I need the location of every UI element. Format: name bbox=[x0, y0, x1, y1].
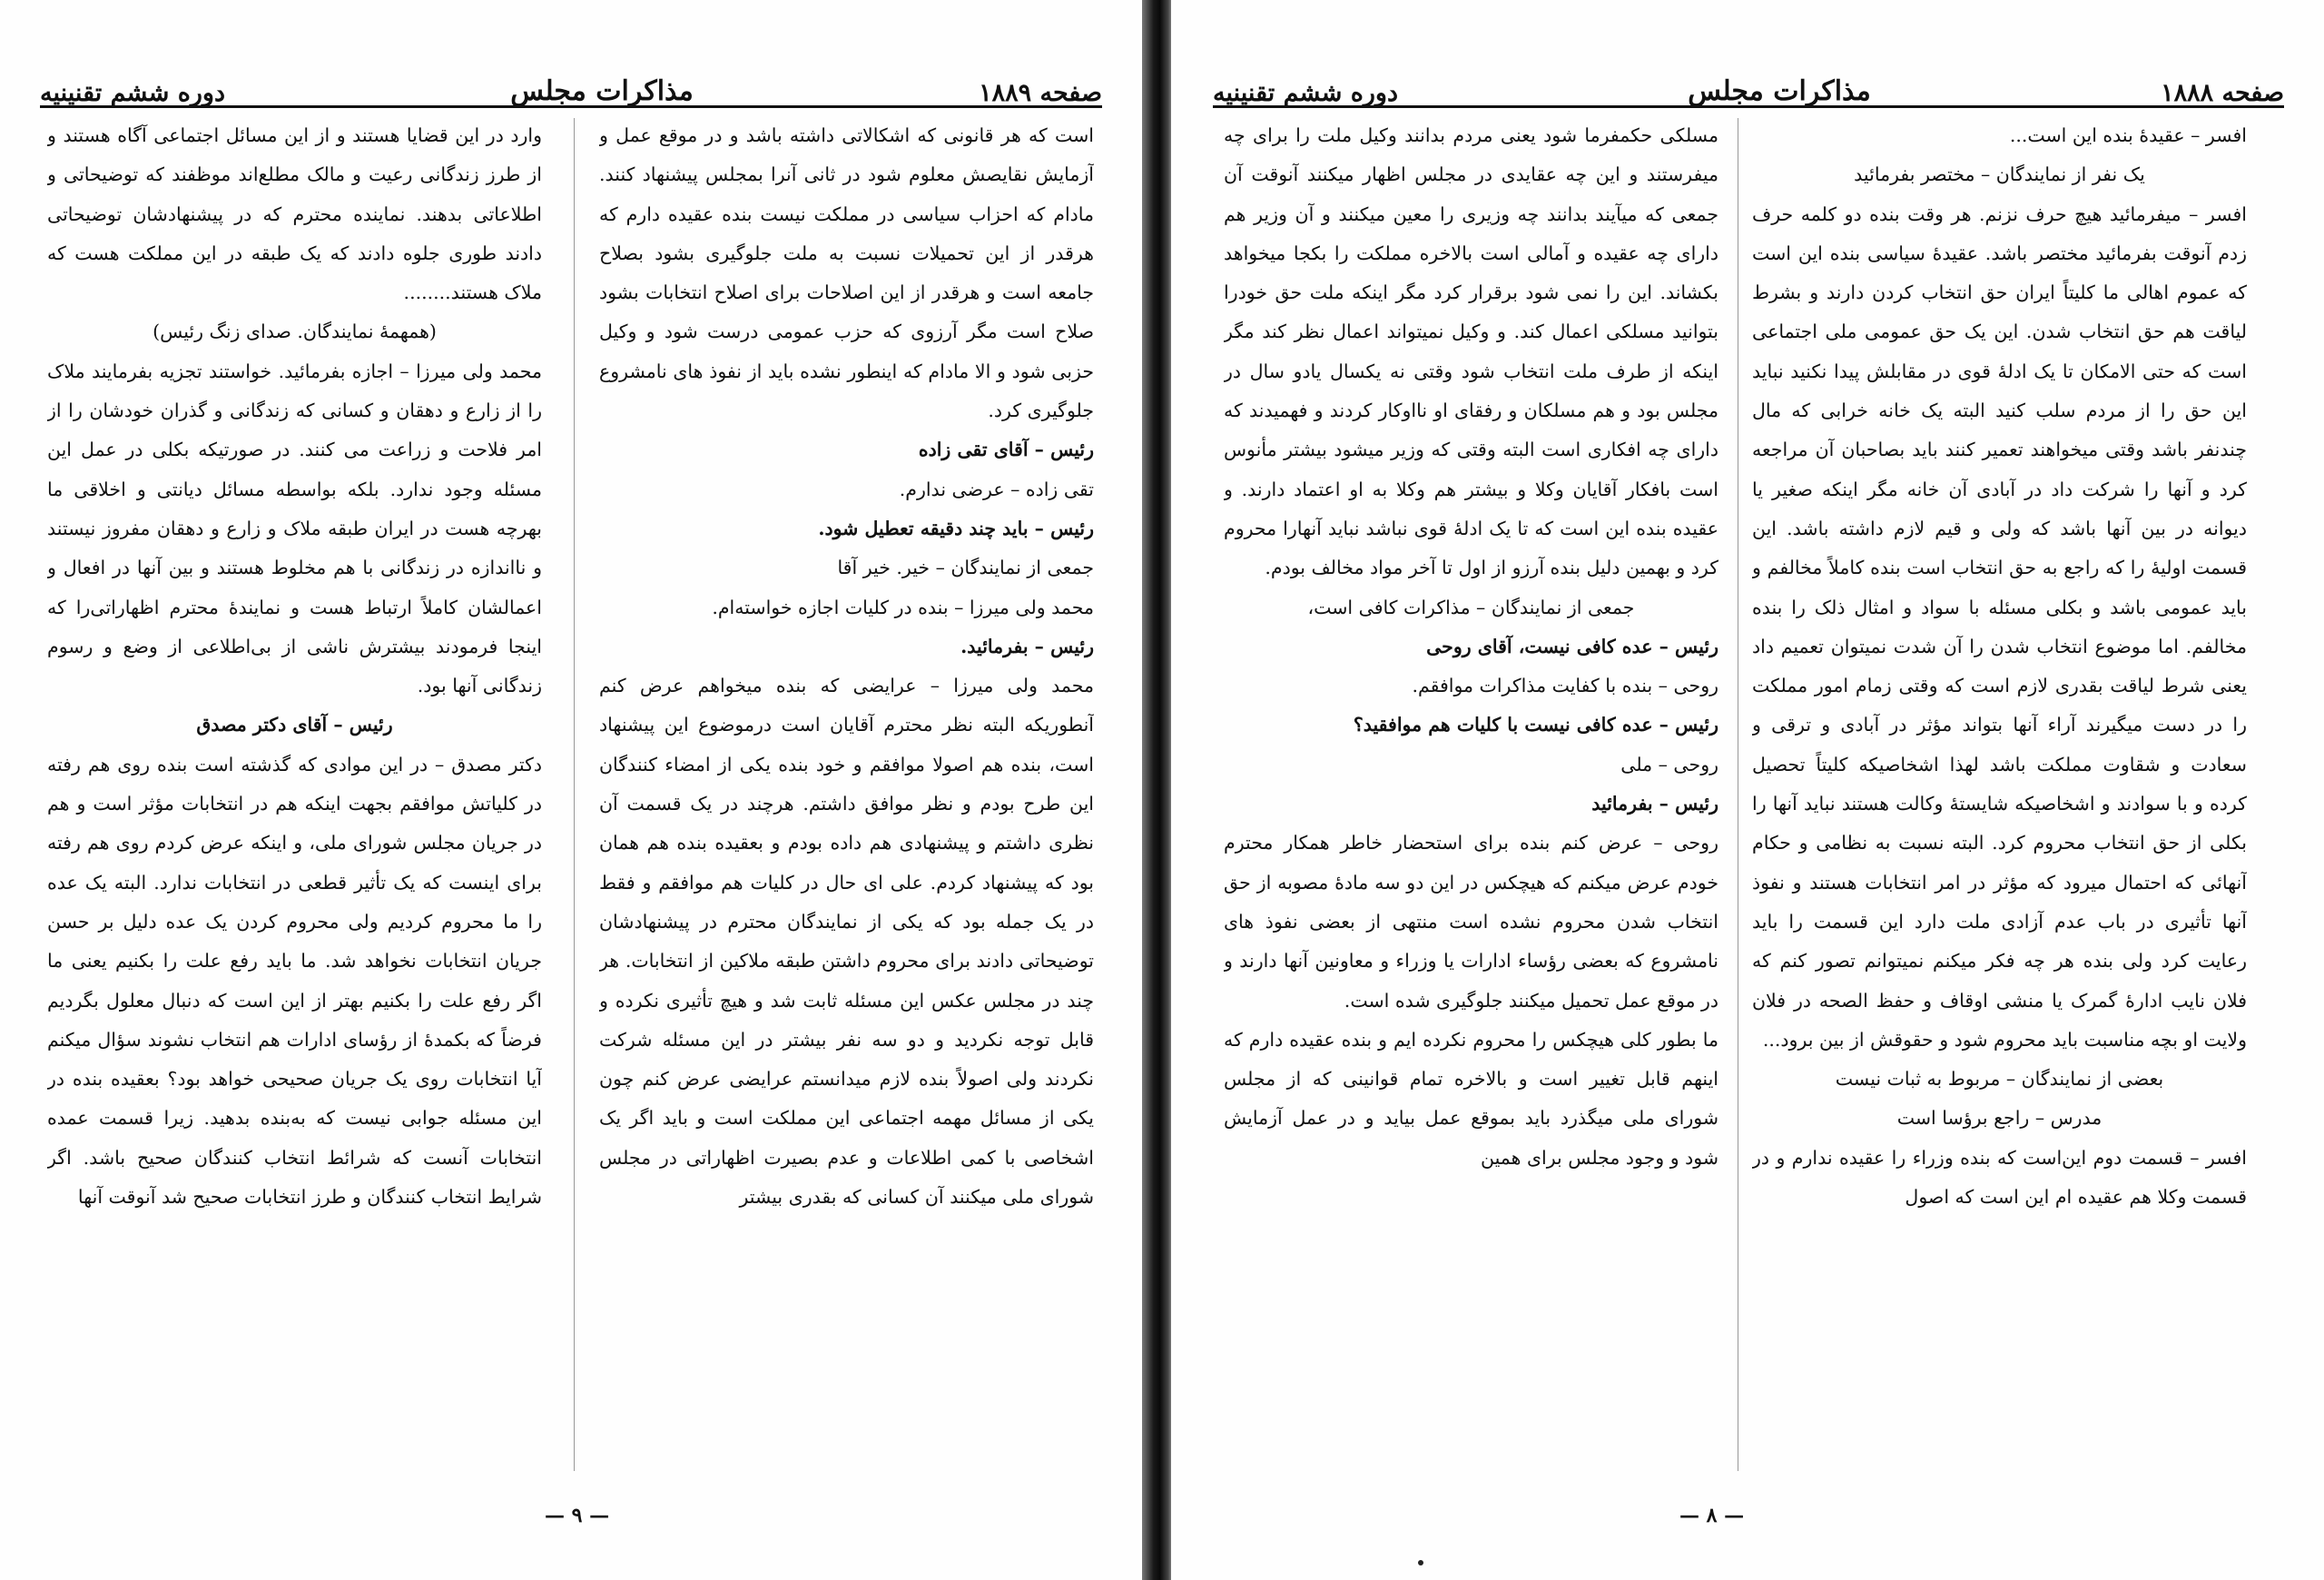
left-header-rule bbox=[40, 105, 1102, 108]
paragraph: بعضی از نمایندگان – مربوط به ثبات نیست bbox=[1835, 1068, 2164, 1091]
paragraph: تقی زاده – عرضی ندارم. bbox=[899, 478, 1094, 500]
right-header-section: دوره ششم تقنینیه bbox=[1213, 79, 1398, 107]
paragraph: دکتر مصدق – در این موادی که گذشته است بنده روی هم رفته در کلیاتش موافقم بجهت اینکه هم در انتخابات مؤثر است و هم در جریان مجلس شورای ملی، و اینکه عرض کردم روی هم رفته برای اینست که یک تأثیر قطعی در انتخابات ندارد. البته یک عده را ما محروم کردیم ولی محروم کردن یک عده دلیل بر حسن جریان انتخابات نخواهد شد. ما باید رفع علت را بکنیم یعنی ما اگر رفع علت را بکنیم بهتر از این است که دنبال معلول بگردیم فرضاً که بکمدهٔ از رؤسای ادارات هم انتخاب نشوند سؤال میکنم آیا انتخابات روی یک جریان صحیحی خواهد بود؟ بعقیده بنده در این مسئله جوابی نیست که به‌بنده بدهید. زیرا قسمت عمده انتخابات آنست که شرائط انتخاب کنندگان صحیح باشد. اگر شرایط انتخاب کنندگان و طرز انتخابات صحیح شد آنوقت آنها bbox=[47, 753, 542, 1209]
paragraph: ما بطور کلی هیچکس را محروم نکرده ایم و بنده عقیده دارم که اینهم قابل تغییر است و بالاخره تمام قوانینی که از مجلس شورای ملی میگذرد باید بموقع عمل بیاید و در عمل آزمایش شود و وجود مجلس برای همین bbox=[1224, 1028, 1718, 1169]
paragraph: رئیس – آقای دکتر مصدق bbox=[196, 714, 393, 736]
right-page-folio: — ۸ — bbox=[1679, 1504, 1745, 1527]
right-page-left-column bbox=[1224, 116, 1718, 1487]
paragraph: رئیس – بفرمائید bbox=[1591, 793, 1718, 815]
paragraph: مدرس – راجع برؤسا است bbox=[1896, 1107, 2102, 1130]
paragraph: (همهمهٔ نمایندگان. صدای زنگ رئیس) bbox=[153, 321, 437, 343]
left-page-header bbox=[40, 56, 1102, 107]
paragraph: رئیس – آقای تقی زاده bbox=[918, 439, 1094, 461]
paragraph: روحی – عرض کنم بنده برای استحضار خاطر همکار محترم خودم عرض میکنم که هیچکس در این دو سه مادهٔ مصوبه از حق انتخاب شدن محروم نشده است منتهی از بعضی نفوذ های نامشروع که بعضی رؤساء ادارات یا وزراء و معاونین آنها دارند و در موقع عمل تحمیل میکنند جلوگیری شده است. bbox=[1224, 832, 1718, 1012]
left-header-page-number: صفحه ۱۸۸۹ bbox=[979, 79, 1102, 107]
paragraph: روحی – بنده با کفایت مذاکرات موافقم. bbox=[1412, 675, 1718, 697]
left-page-left-column bbox=[47, 116, 542, 1487]
paragraph: روحی – ملی bbox=[1620, 753, 1718, 775]
paragraph: وارد در این قضایا هستند و از این مسائل اجتماعی آگاه هستند و از طرز زندگانی رعیت و مالک مطلع‌اند موظفند که توضیحاتی و اطلاعاتی بدهند. نماینده محترم که در پیشنهادشان توضیحاتی دادند طوری جلوه دادند که یک طبقه در این مملکت هست که ملاک هستند........ bbox=[47, 124, 542, 304]
paragraph: مسلکی حکمفرما شود یعنی مردم بدانند وکیل ملت را برای چه میفرستند و این چه عقایدی در مجلس اظهار میکنند آنوقت آن جمعی که میآیند بدانند چه وزیری را معین میکنند و آن وزیر هم دارای چه عقیده و آمالی است بالاخره مملکت را بکجا میخواهد بکشاند. این را نمی شود برقرار کرد مگر اینکه ملت حق خودرا بتوانید مسلکی اعمال کند. و وکیل نمیتواند اعمال نظر کند مگر اینکه از طرف ملت انتخاب شود وقتی نه یکسال یادو سال در مجلس بود و هم مسلکان و رفقای او نااوکار کردند و فهمیدند که دارای چه افکاری است البته وقتی که وزیر میشود بیشتر مأنوس است بافکار آقایان وکلا و بیشتر هم وکلا به او اعتماد دارند. و عقیده بنده این است که تا یک ادلهٔ قوی نباشد نباید آنهارا محروم کرد و بهمین دلیل بنده آرزو از اول تا آخر مواد مخالف بودم. bbox=[1224, 124, 1718, 579]
right-header-page-number: صفحه ۱۸۸۸ bbox=[2161, 79, 2284, 107]
left-header-section: دوره ششم تقنینیه bbox=[40, 79, 225, 107]
paragraph: محمد ولی میرزا – اجازه بفرمائید. خواستند تجزیه بفرمایند ملاک را از زارع و دهقان و کسانی که زندگانی و گذران خودشان را از امر فلاحت و زراعت می کنند. در صورتیکه بکلی در عمل این مسئله وجود ندارد. بلکه بواسطه مسائل دیانتی و اخلاقی ما بهرچه هست در ایران طبقه ملاک و زارع و دهقان مفروز نیستند و نااندازه در زندگانی با هم مخلوط هستند و بین آنها در افعال و اعمالشان کاملاً ارتباط هست و نمایندهٔ محترم اظهاراتی‌را که اینجا فرمودند بیشترش ناشی از بی‌اطلاعی از وضع و رسوم زندگانی آنها بود. bbox=[47, 360, 542, 697]
paragraph: افسر – قسمت دوم این‌است که بنده وزراء را عقیده ندارم و در قسمت وکلا هم عقیده ام این است که اصول bbox=[1752, 1146, 2247, 1209]
paragraph: محمد ولی میرزا – عرایضی که بنده میخواهم عرض کنم آنطوریکه البته نظر محترم آقایان است درموضوع این پیشنهاد است، بنده هم اصولا موافقم و خود بنده یکی از امضاء کنندگان این طرح بودم و نظر موافق داشتم. هرچند در یک قسمت آن نظری داشتم و پیشنهادی هم داده بودم و بعقیده بنده هم همان بود که پیشنهاد کردم. علی ای حال در کلیات هم موافقم و فقط در یک جمله بود که یکی از نمایندگان محترم در پیشنهادشان توضیحاتی دادند برای محروم داشتن طبقه ملاکین از انتخابات. هر چند در مجلس عکس این مسئله ثابت شد و هیچ تأثیری نکرده و قابل توجه نکردید و دو سه نفر بیشتر در این مسئله شرکت نکردند ولی اصولاً بنده لازم میدانستم عرایضی عرض کنم چون یکی از مسائل مهمه اجتماعی این مملکت است و باید اگر یک اشخاصی با کمی اطلاعات و عدم بصیرت اظهاراتی در مجلس شورای ملی میکنند آن کسانی که بقدری بیشتر bbox=[599, 675, 1094, 1209]
paragraph: محمد ولی میرزا – بنده در کلیات اجازه خواسته‌ام. bbox=[712, 596, 1094, 618]
paragraph: جمعی از نمایندگان – مذاکرات کافی است، bbox=[1307, 596, 1635, 618]
right-header-rule bbox=[1213, 105, 2284, 108]
paragraph: رئیس – باید چند دقیقه تعطیل شود. bbox=[818, 517, 1094, 539]
left-page-right-column bbox=[599, 116, 1094, 1487]
paragraph: جمعی از نمایندگان – خیر. خیر آقا bbox=[837, 557, 1094, 579]
left-page-folio: — ۹ — bbox=[545, 1504, 610, 1527]
left-header-title: مذاکرات مجلس bbox=[510, 75, 694, 107]
paragraph: افسر – عقیدهٔ بنده این است... bbox=[2009, 124, 2247, 146]
paragraph: رئیس – بفرمائید. bbox=[960, 635, 1094, 657]
print-speck bbox=[1418, 1560, 1423, 1565]
column-divider bbox=[574, 118, 575, 1471]
paragraph: رئیس – عده کافی نیست، آقای روحی bbox=[1426, 635, 1718, 657]
paragraph: است که هر قانونی که اشکالاتی داشته باشد و در موقع عمل و آزمایش نقایصش معلوم شود در ثانی آنرا بمجلس پیشنهاد کنند. مادام که احزاب سیاسی در مملکت نیست بنده عقیده دارم که هرقدر از این تحمیلات نسبت به ملت جلوگیری بشود بصلاح جامعه است و هرقدر از این اصلاحات برای اصلاح انتخابات بشود صلاح است مگر آرزوی که حزب عمومی درست شود و وکیل حزبی شود و الا مادام که اینطور نشده باید از نفوذ های نامشروع جلوگیری کرد. bbox=[599, 124, 1094, 422]
paragraph: افسر – میفرمائید هیچ حرف نزنم. هر وقت بنده دو کلمه حرف زدم آنوقت بفرمائید مختصر باشد. عقیدهٔ سیاسی بنده این است که عموم اهالی ما کلیتاً ایران حق انتخاب کردن دارند و بشرط لیاقت هم حق انتخاب شدن. این یک حق عمومی ملی اجتماعی است که حتی الامکان تا یک ادلهٔ قوی در مقابلش پیدا نکنید نباید این حق را از مردم سلب کنید البته یک خانه خرابی که مال چندنفر باشد وقتی میخواهند تعمیر کنند باید بصاحبان آن مراجعه کرد و آنها را شرکت داد در آبادی آن خانه مگر اینکه صغیر یا دیوانه در بین آنها باشد که ولی و قیم لازم داشته باشد. این قسمت اولیهٔ را که راجع به حق انتخاب است بنده کاملاً مخالفم و باید عمومی باشد و بکلی مسئله با سواد و امثال ذلک را بنده مخالفم. اما موضوع انتخاب شدن را آن شدت نمیتوان تعمیم داد یعنی شرط لیاقت بقدری لازم است که وقتی زمام امور مملکت را در دست میگیرند آراء آنها بتواند مؤثر در آبادی و ترقی و سعادت و شقاوت مملکت باشد لهذا اشخاصیکه کلیتاً تحصیل کرده و با سوادند و اشخاصیکه شایستهٔ وکالت هستند نباید آنها را بکلی از حق انتخاب محروم کرد. البته نسبت به نظامی و حکام آنهائی که احتمال میرود که مؤثر در امر انتخابات هستند و نفوذ آنها تأثیری در باب عدم آزادی ملت دارد این قسمت را باید رعایت کرد ولی بنده هر چه فکر میکنم نمیتوانم تصور کنم که فلان نایب ادارهٔ گمرک یا منشی اوقاف و حفظ الصحه در فلان ولایت او بچه مناسبت باید محروم شود و حقوقش از بین برود... bbox=[1752, 202, 2247, 1051]
paragraph: یک نفر از نمایندگان – مختصر بفرمائید bbox=[1854, 163, 2145, 186]
paragraph: رئیس – عده کافی نیست با کلیات هم موافقید؟ bbox=[1353, 714, 1718, 736]
left-page bbox=[0, 0, 1146, 1580]
right-header-title: مذاکرات مجلس bbox=[1688, 75, 1871, 107]
right-page bbox=[1171, 0, 2324, 1580]
book-gutter bbox=[1142, 0, 1175, 1580]
right-page-right-column bbox=[1752, 116, 2247, 1487]
right-page-header bbox=[1213, 56, 2284, 107]
